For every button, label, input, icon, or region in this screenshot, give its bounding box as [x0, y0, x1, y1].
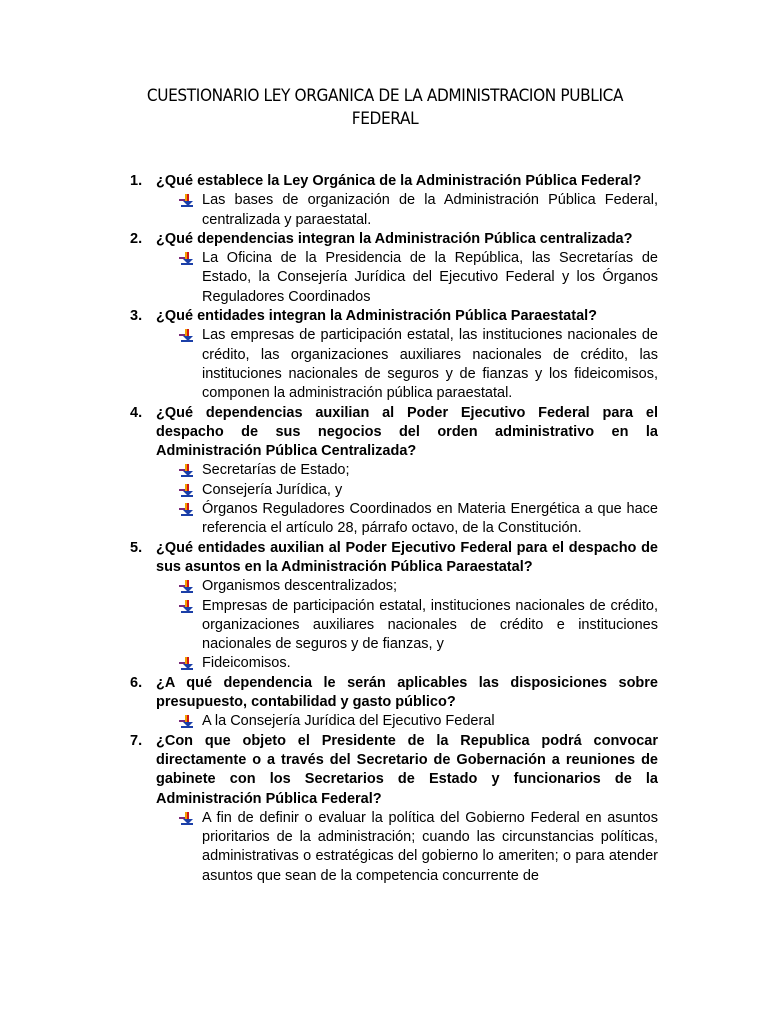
arrow-bullet-icon — [179, 580, 195, 593]
answer-item — [202, 577, 658, 596]
answer-text: Secretarías de Estado; — [202, 462, 350, 479]
arrow-bullet-icon — [179, 329, 195, 342]
answer-item — [202, 191, 658, 230]
answer-text: La Oficina de la Presidencia de la República, las Secretarías de Estado, la Consejería Jurídica del Ejecutivo Federal y los Órganos Reguladores Coordinados — [202, 250, 658, 305]
arrow-bullet-icon — [179, 715, 195, 728]
answer-list — [130, 191, 658, 230]
arrow-bullet-icon — [179, 464, 195, 477]
answer-text: A la Consejería Jurídica del Ejecutivo Federal — [202, 713, 495, 730]
answer-list — [130, 249, 658, 307]
answer-list — [130, 461, 658, 538]
question-item — [130, 230, 658, 307]
question-number: 5. — [130, 539, 143, 556]
answer-item — [202, 654, 658, 673]
answer-list — [130, 326, 658, 403]
question-number: 6. — [130, 674, 143, 691]
question-list — [130, 172, 658, 886]
question-number: 7. — [130, 732, 143, 749]
arrow-bullet-icon — [179, 252, 195, 265]
question-number: 3. — [130, 308, 143, 325]
question-text: ¿Con que objeto el Presidente de la Republica podrá convocar directamente o a través del Secretario de Gobernación a reuniones de gabinete con los Secretarios de Estado y funcionarios de la Administración Pública Federal? — [156, 732, 658, 807]
question-item — [130, 539, 658, 674]
answer-item — [202, 326, 658, 403]
question-text: ¿Qué establece la Ley Orgánica de la Administración Pública Federal? — [156, 173, 642, 189]
question-text: ¿Qué dependencias integran la Administración Pública centralizada? — [156, 230, 633, 247]
question-number: 2. — [130, 230, 143, 247]
question-item — [130, 732, 658, 886]
answer-list — [130, 577, 658, 673]
answer-item — [202, 809, 658, 886]
answer-text: Empresas de participación estatal, instituciones nacionales de crédito, organizaciones auxiliares nacionales de crédito e instituciones nacionales de seguros y de fianzas, y — [202, 597, 658, 653]
answer-item — [202, 500, 658, 539]
question-item — [130, 674, 658, 732]
answer-item — [202, 481, 658, 500]
answer-text: Fideicomisos. — [202, 655, 291, 672]
answer-item — [202, 712, 658, 731]
answer-list — [130, 809, 658, 886]
question-item — [130, 307, 658, 403]
answer-text: Consejería Jurídica, y — [202, 481, 343, 498]
answer-text: Las bases de organización de la Administración Pública Federal, centralizada y paraestatal. — [202, 192, 658, 228]
question-text: ¿Qué dependencias auxilian al Poder Ejecutivo Federal para el despacho de sus negocios del orden administrativo en la Administración Pública Centralizada? — [156, 404, 658, 460]
question-number: 1. — [130, 173, 143, 189]
answer-text: Organismos descentralizados; — [202, 578, 398, 595]
question-text: ¿Qué entidades auxilian al Poder Ejecutivo Federal para el despacho de sus asuntos en la Administración Pública Paraestatal? — [156, 539, 658, 575]
answer-item — [202, 597, 658, 655]
answer-text: A fin de definir o evaluar la política del Gobierno Federal en asuntos prioritarios de la administración; cuando las circunstancias políticas, administrativas o estratégicas del gobierno lo ameriten; o para atender asuntos que sean de la competencia concurrente de — [202, 809, 658, 884]
question-text: ¿Qué entidades integran la Administración Pública Paraestatal? — [156, 308, 598, 325]
answer-text: Las empresas de participación estatal, las instituciones nacionales de crédito, las organizaciones auxiliares nacionales de crédito, las instituciones nacionales de seguros y de fianzas y los fideicomisos, componen la administración pública paraestatal. — [202, 327, 658, 402]
question-number: 4. — [130, 404, 143, 421]
answer-item — [202, 249, 658, 307]
arrow-bullet-icon — [179, 484, 195, 497]
question-item — [130, 172, 658, 230]
arrow-bullet-icon — [179, 194, 195, 207]
arrow-bullet-icon — [179, 503, 195, 516]
answer-text: Órganos Reguladores Coordinados en Materia Energética a que hace referencia el artículo 28, párrafo octavo, de la Constitución. — [202, 501, 658, 537]
answer-item — [202, 461, 658, 480]
document-title: CUESTIONARIO LEY ORGANICA DE LA ADMINISTRACION PUBLICA FEDERAL — [146, 86, 624, 128]
arrow-bullet-icon — [179, 812, 195, 825]
arrow-bullet-icon — [179, 657, 195, 670]
question-item — [130, 404, 658, 539]
question-text: ¿A qué dependencia le serán aplicables las disposiciones sobre presupuesto, contabilidad y gasto público? — [156, 674, 658, 711]
answer-list — [130, 712, 658, 731]
arrow-bullet-icon — [179, 600, 195, 613]
